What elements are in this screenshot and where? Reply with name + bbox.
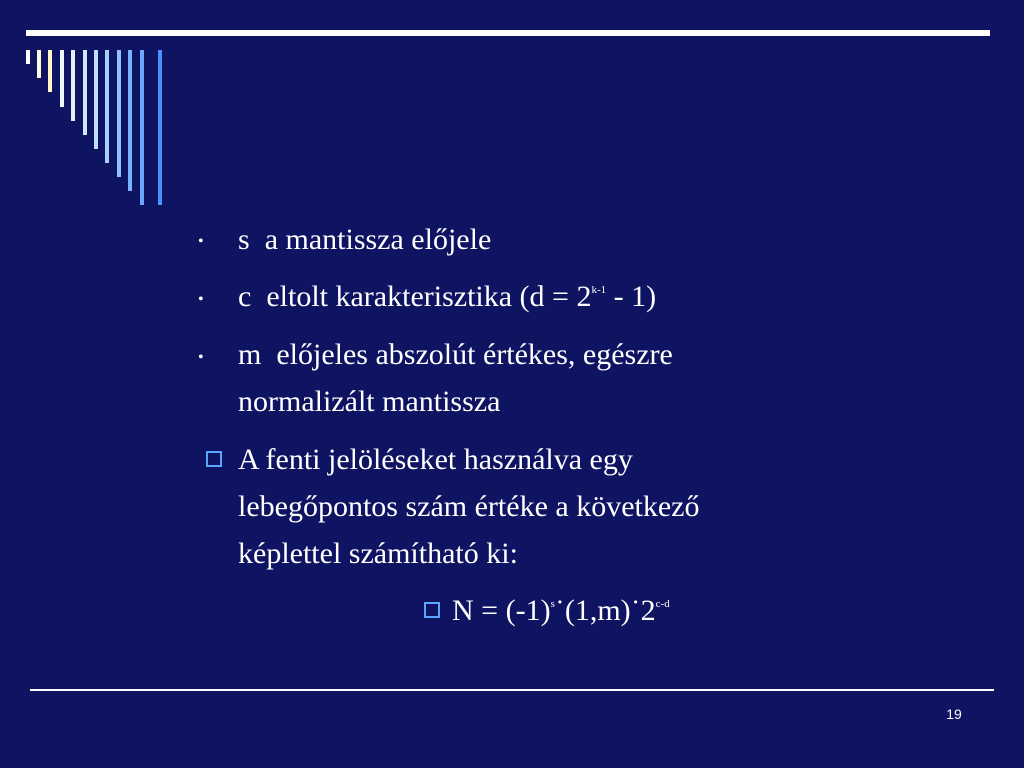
bullet-text: eltolt karakterisztika (d = 2 bbox=[266, 280, 592, 313]
bullet-c bbox=[238, 279, 656, 315]
superscript: k-1 bbox=[591, 284, 607, 296]
bullet-m bbox=[238, 337, 673, 373]
bullet-text-end: - 1) bbox=[606, 280, 657, 313]
dot-bullet: • bbox=[198, 291, 204, 308]
formula bbox=[452, 593, 670, 629]
dot-bullet: • bbox=[198, 349, 204, 366]
formula-part: N = (-1) bbox=[452, 594, 551, 627]
bullet-s bbox=[238, 222, 491, 258]
formula-part: 2 bbox=[640, 594, 656, 627]
main-bullet-line1: A fenti jelöléseket használva egy bbox=[238, 443, 633, 476]
bullet-symbol: m bbox=[238, 338, 262, 371]
bullet-text: a mantissza előjele bbox=[264, 223, 492, 256]
formula-dot: ˙ bbox=[630, 594, 641, 627]
bullet-m-continuation: normalizált mantissza bbox=[238, 385, 501, 418]
bullet-symbol: c bbox=[238, 280, 252, 313]
page-number: 19 bbox=[946, 706, 962, 722]
main-bullet-line2: lebegőpontos szám értéke a következő bbox=[238, 490, 700, 523]
formula-dot: ˙ bbox=[554, 594, 565, 627]
main-bullet-line3: képlettel számítható ki: bbox=[238, 537, 518, 570]
dot-bullet: • bbox=[198, 233, 204, 250]
square-bullet-icon bbox=[424, 602, 440, 618]
formula-part: (1,m) bbox=[564, 594, 631, 627]
footer-rule bbox=[30, 689, 994, 691]
bullet-text: előjeles abszolút értékes, egészre bbox=[276, 338, 673, 371]
superscript: c-d bbox=[655, 598, 670, 610]
superscript: s bbox=[550, 598, 555, 610]
bullet-symbol: s bbox=[238, 223, 250, 256]
square-bullet-icon bbox=[206, 451, 222, 467]
